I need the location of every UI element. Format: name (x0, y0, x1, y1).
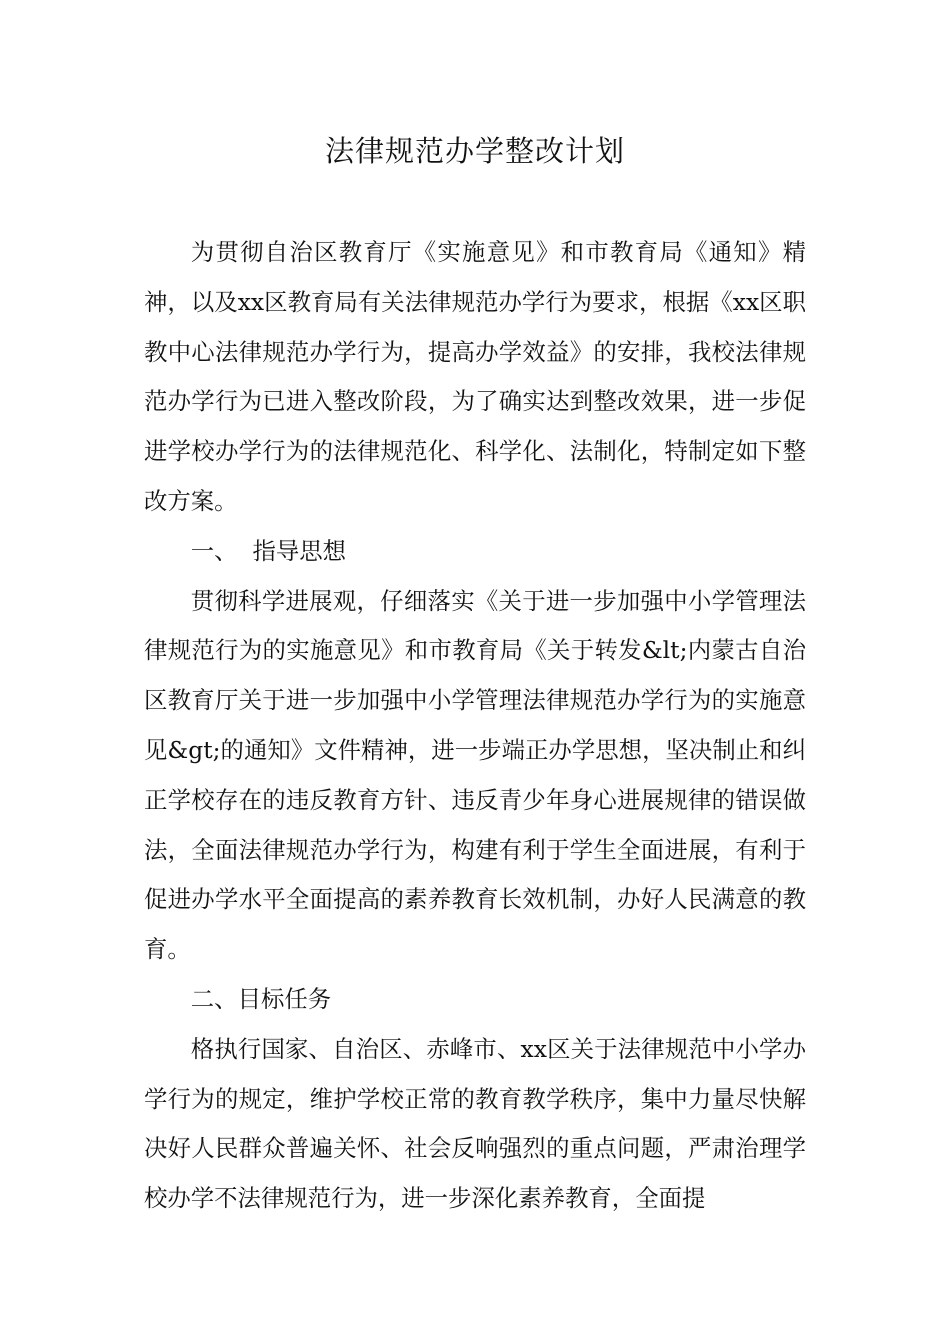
goals-tasks-paragraph: 格执行国家、自治区、赤峰市、xx区关于法律规范中小学办学行为的规定，维护学校正常的教育教学秩序，集中力量尽快解决好人民群众普遍关怀、社会反响强烈的重点问题，严肃治理学校办学不法律规范行为，进一步深化素养教育，全面提 (144, 1034, 806, 1213)
section-heading-guiding-ideology: 一、 指导思想 (190, 536, 347, 565)
document-body (144, 228, 806, 1224)
intro-paragraph: 为贯彻自治区教育厅《实施意见》和市教育局《通知》精神，以及xx区教育局有关法律规范办学行为要求，根据《xx区职教中心法律规范办学行为，提高办学效益》的安排，我校法律规范办学行为已进入整改阶段，为了确实达到整改效果，进一步促进学校办学行为的法律规范化、科学化、法制化，特制定如下整改方案。 (144, 238, 806, 515)
document-title: 法律规范办学整改计划 (324, 134, 625, 168)
section-heading-goals-tasks: 二、目标任务 (190, 984, 332, 1013)
guiding-ideology-paragraph: 贯彻科学进展观，仔细落实《关于进一步加强中小学管理法律规范行为的实施意见》和市教育局《关于转发&lt;内蒙古自治区教育厅关于进一步加强中小学管理法律规范办学行为的实施意见&gt;的通知》文件精神，进一步端正办学思想，坚决制止和纠正学校存在的违反教育方针、违反青少年身心进展规律的错误做法，全面法律规范办学行为，构建有利于学生全面进展，有利于促进办学水平全面提高的素养教育长效机制，办好人民满意的教育。 (144, 586, 806, 964)
